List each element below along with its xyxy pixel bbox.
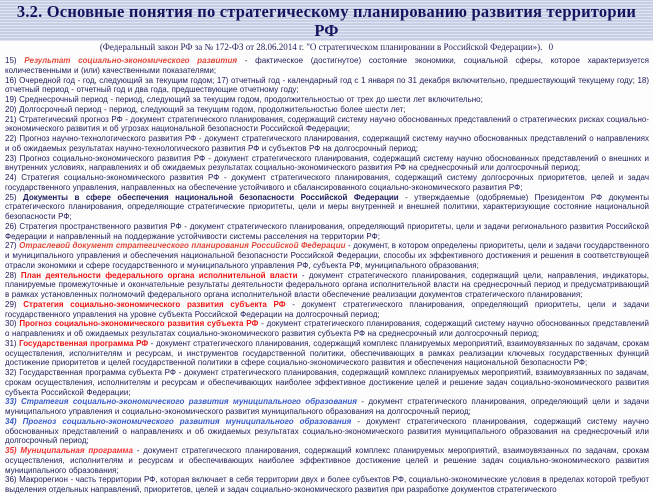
item-text: - документ, в котором определены приоритеты, цели и задачи государственного и муниципального управления и обеспечения национальной безопасности Российской Федерации, способы их эффективного достижения и решения в соответствующей отрасли экономики и сфере государственного и муниципального управления РФ, субъекта РФ, муниципального образования;	[5, 241, 650, 270]
slide-number: 0	[548, 42, 554, 52]
item-term: Государственная программа РФ	[19, 338, 149, 348]
item-text: - утверждаемые (одобряемые) Президентом РФ документы стратегического планирования, определяющие стратегические приоритеты, цели и меры внутренней и внешней политики, характеризующие состояние национальной безопасности РФ;	[5, 192, 649, 221]
item-text: - год, следующий за текущим годом; 17) отчетный год - календарный год с 1 января по 31 декабря включительно, предшествующий текущему году; 18) отчетный период - отчетный год и два года, предшествующие отчетному году;	[5, 75, 650, 95]
item-term: Стратегия социально-экономического развития муниципального образования	[20, 397, 357, 407]
page-title: 3.2. Основные понятия по стратегическому планированию развития территории РФ	[16, 2, 637, 40]
item-number: 35)	[5, 446, 21, 455]
item-text: - документ стратегического планирования, определяющий приоритеты, цели и задачи государственного управления на уровне субъекта Российской Федерации на долгосрочный период;	[5, 299, 649, 319]
definition-item	[5, 105, 649, 115]
item-text: - документ стратегического планирования, содержащий комплекс планируемых мероприятий, взаимоувязанных по задачам, срокам осуществления, исполнителям и ресурсам и обеспечивающих наиболее эффективное достижение целей и решение задач социально-экономического развития субъекта Российской Федерации;	[5, 368, 649, 397]
item-text: - документ стратегического планирования, определяющий цели и задачи муниципального управления и социально-экономического развития муниципального образования на долгосрочный период;	[5, 397, 649, 416]
item-text: - документ стратегического планирования, содержащий систему научно обоснованных представлений о направлениях и об ожидаемых результатах научно-технологического развития РФ и субъектов РФ на долгосрочный период;	[5, 134, 649, 153]
item-text: - документ стратегического планирования, содержащий систему научно обоснованных представлений о стратегических рисках социально-экономического развития и об угрозах национальной безопасности Российской Федерации;	[5, 114, 649, 134]
item-number: 26)	[5, 221, 20, 231]
item-number: 19)	[5, 95, 20, 104]
item-text: - документ стратегического планирования, содержащий систему долгосрочных приоритетов, целей и задач государственного управления, направленных на обеспечение устойчивого и сбалансированного социально-экономического развития РФ;	[5, 173, 649, 192]
title-band	[0, 0, 653, 41]
subtitle-row	[0, 41, 653, 55]
definition-item	[5, 417, 649, 446]
definition-item	[5, 241, 649, 270]
item-number: 31)	[5, 338, 20, 348]
item-text: - фактическое (достигнутое) состояние экономики, социальной сферы, которое характеризуется количественными и (или) качественными показателями;	[5, 56, 649, 75]
definition-item	[5, 193, 649, 222]
item-term: Очередной год	[19, 75, 75, 85]
item-term: Прогноз научно-технологического развития РФ	[19, 134, 197, 143]
definitions-list	[0, 55, 653, 495]
item-term: Отраслевой документ стратегического планирования Российской Федерации	[19, 241, 346, 251]
definition-item	[5, 397, 649, 417]
definition-item	[5, 300, 649, 320]
item-number: 20)	[5, 104, 20, 114]
item-number: 27)	[5, 241, 20, 251]
item-number: 33)	[5, 397, 21, 407]
item-number: 34)	[5, 416, 23, 426]
definition-item	[5, 134, 649, 154]
item-number: 32)	[5, 368, 20, 377]
item-term: Документы в сфере обеспечения национальной безопасности Российской Федерации	[23, 192, 399, 202]
item-text: - часть территории РФ, которая включает в себя территории двух и более субъектов РФ, социально-экономические условия в пределах которой требуют выделения отдельных направлений, приоритетов, целей и задач социально-экономического развития при разработке документов стратегического	[5, 475, 649, 494]
item-term: Стратегический прогноз РФ	[19, 114, 123, 124]
item-number: 24)	[5, 173, 22, 182]
item-text: - документ стратегического планирования, содержащий систему научно обоснованных представлений о направлениях и об ожидаемых результатах социально-экономического развития субъекта РФ на среднесрочный или долгосрочный период;	[5, 319, 649, 338]
item-term: Прогноз социально-экономического развития муниципального образования	[22, 416, 352, 426]
item-term: Результат социально-экономического развития	[24, 56, 238, 65]
definition-item	[5, 154, 649, 174]
item-number: 22)	[5, 134, 20, 143]
item-term: План деятельности федерального органа исполнительной власти	[20, 270, 298, 280]
item-text: - документ стратегического планирования, определяющий приоритеты, цели и задачи регионального развития Российской Федерации и направленный на поддержание устойчивости системы расселения на территории РФ;	[5, 221, 649, 241]
item-text: - документ стратегического планирования, содержащий цели, направления, индикаторы, планируемые промежуточные и окончательные результаты деятельности федерального органа исполнительной власти на среднесрочный период и предусматривающий в рамках установленных полномочий федерального органа исполнительной власти обеспечение реализации документов стратегического планирования;	[5, 270, 649, 299]
definition-item	[5, 95, 649, 105]
item-number: 25)	[5, 192, 24, 202]
item-number: 15)	[5, 56, 25, 65]
item-term: Прогноз социально-экономического развития субъекта РФ	[19, 319, 259, 329]
item-term: Стратегия пространственного развития РФ	[19, 221, 182, 231]
item-term: Стратегия социально-экономического развития субъекта РФ	[23, 299, 286, 309]
definition-item	[5, 475, 649, 495]
item-text: - период, следующий за текущим годом, продолжительностью от трех до шести лет включительно;	[107, 95, 483, 104]
item-text: - документ стратегического планирования, содержащий систему научно обоснованных представлений о внешних и внутренних условиях, направлениях и об ожидаемых результатах социально-экономического развития РФ на среднесрочный или долгосрочный период;	[5, 153, 650, 173]
item-text: - период, следующий за текущим годом, продолжительностью более шести лет;	[101, 104, 406, 114]
item-term: Стратегия социально-экономического развития РФ	[21, 173, 220, 182]
subtitle: (Федеральный закон РФ за № 172-ФЗ от 28.06.2014 г. "О стратегическом планировании в Российской Федерации»).	[99, 42, 543, 52]
item-term: Муниципальная программа	[20, 446, 133, 455]
definition-item	[5, 271, 649, 300]
item-term: Прогноз социально-экономического развития РФ	[19, 153, 206, 163]
item-number: 28)	[5, 270, 21, 280]
definition-item	[5, 115, 649, 135]
item-text: - документ стратегического планирования, содержащий комплекс планируемых мероприятий, взаимоувязанных по задачам, срокам осуществления, исполнителям и ресурсам, и инструментов государственной политики, обеспечивающих в рамках реализации ключевых государственных функций достижение приоритетов и целей государственной политики в сфере социально-экономического развития и обеспечения национальной безопасности РФ;	[5, 338, 650, 368]
definition-item	[5, 368, 649, 397]
definition-item	[5, 446, 649, 475]
definition-item	[5, 319, 649, 339]
item-term: Среднесрочный период	[19, 95, 108, 104]
item-number: 36)	[5, 475, 20, 485]
item-text: - документ стратегического планирования, содержащий комплекс планируемых мероприятий, взаимоувязанных по задачам, срокам осуществления, исполнителям и ресурсам и обеспечивающих наиболее эффективное достижение целей и решение задач социально-экономического развития муниципального образования;	[5, 446, 650, 475]
item-term: Долгосрочный период	[19, 104, 102, 114]
item-text: - документ стратегического планирования, содержащий систему научно обоснованных представлений о направлениях и об ожидаемых результатах социально-экономического развития муниципального образования на среднесрочный или долгосрочный период;	[5, 416, 649, 446]
definition-item	[5, 56, 649, 76]
item-number: 21)	[5, 114, 20, 124]
item-number: 30)	[5, 319, 20, 329]
definition-item	[5, 222, 649, 242]
item-number: 23)	[5, 153, 20, 163]
definition-item	[5, 76, 649, 96]
definition-item	[5, 173, 649, 193]
definition-item	[5, 339, 649, 368]
item-term: Макрорегион	[19, 475, 68, 485]
item-number: 29)	[5, 299, 24, 309]
item-number: 16)	[5, 75, 20, 85]
item-term: Государственная программа субъекта РФ	[19, 368, 176, 377]
